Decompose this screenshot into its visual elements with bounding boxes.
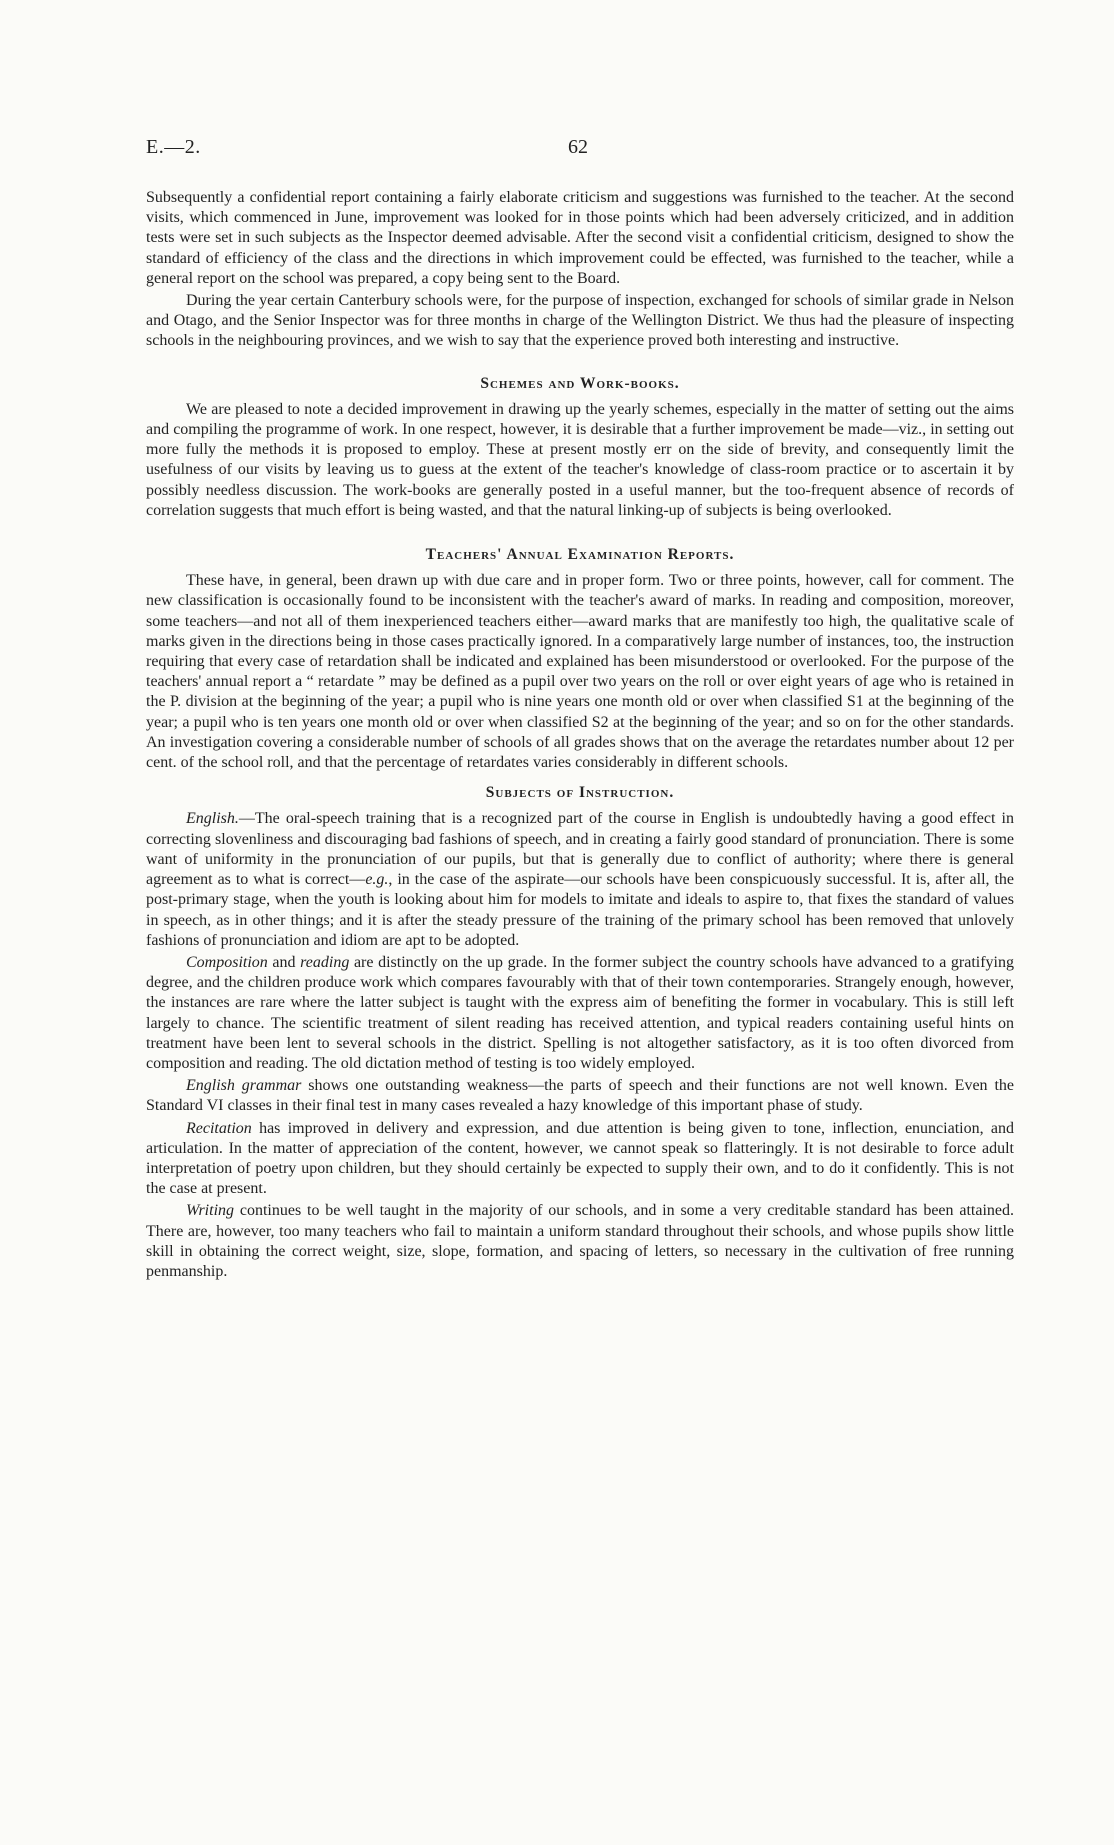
intro-paragraph-2: During the year certain Canterbury schools were, for the purpose of inspection, exchanged for schools of similar grade in Nelson and Otago, and the Senior Inspector was for three months in charge of the Wellington District. We thus had the pleasure of inspecting schools in the neighbouring provinces, and we wish to say that the experience proved both interesting and instructive. [146, 292, 1014, 350]
page-body [146, 188, 1014, 1282]
page-number: 62 [568, 136, 588, 158]
reports-heading: Teachers' Annual Examination Reports. [425, 546, 735, 564]
english-paragraph [146, 809, 1014, 950]
recitation-paragraph [146, 1119, 1014, 1200]
page-header [146, 136, 1014, 166]
schemes-paragraph: We are pleased to note a decided improvement in drawing up the yearly schemes, especially in the matter of setting out the aims and compiling the programme of work. In one respect, however, it is desirable that a further improvement be made—viz., in setting out more fully the methods it is proposed to employ. These at present mostly err on the side of brevity, and consequently limit the usefulness of our visits by leaving us to guess at the extent of the teacher's knowledge of class-room practice or to ascertain it by possibly needless discussion. The work-books are generally posted in a useful manner, but the too-frequent absence of records of correlation suggests that much effort is being wasted, and that the natural linking-up of subjects is being overlooked. [146, 400, 1014, 519]
document-reference: E.—2. [146, 136, 201, 158]
composition-paragraph [146, 953, 1014, 1074]
recitation-text: has improved in delivery and expression, and due attention is being given to tone, inflection, enunciation, and articulation. In the matter of appreciation of the content, however, we cannot speak so flatteringly. It is not desirable to force adult interpretation of poetry upon children, but they should certainly be expected to supply their own, and to do it confidently. This is not the case at present. [146, 1119, 1014, 1198]
composition-and: and [267, 953, 301, 971]
grammar-lead: English grammar [186, 1077, 302, 1095]
english-lead: English. [186, 810, 239, 828]
writing-lead: Writing [186, 1202, 235, 1220]
writing-paragraph [146, 1201, 1014, 1282]
grammar-paragraph [146, 1076, 1014, 1116]
grammar-text: shows one outstanding weakness—the parts of speech and their functions are not well known. Even the Standard VI classes in their final test in many cases revealed a hazy knowledge of this important phase of study. [146, 1077, 1015, 1115]
reports-paragraph: These have, in general, been drawn up with due care and in proper form. Two or three points, however, call for comment. The new classification is occasionally found to be inconsistent with the teacher's award of marks. In reading and composition, moreover, some teachers—and not all of them inexperienced teachers either—award marks that are manifestly too high, the qualitative scale of marks given in the directions being in those cases practically ignored. In a comparatively large number of instances, too, the instruction requiring that every case of retardation shall be indicated and explained has been misunderstood or overlooked. For the purpose of the teachers' annual report a “ retardate ” may be defined as a pupil over two years on the roll or over eight years of age who is retained in the P. division at the beginning of the year; a pupil who is nine years one month old or over when classified S1 at the beginning of the year; a pupil who is ten years one month old or over when classified S2 at the beginning of the year; and so on for the other standards. An investigation covering a considerable number of schools of all grades shows that on the average the retardates number about 12 per cent. of the school roll, and that the percentage of retardates varies considerably in different schools. [146, 572, 1014, 772]
composition-text: are distinctly on the up grade. In the former subject the country schools have advanced to a gratifying degree, and the children produce work which compares favourably with that of their town contemporaries. Strangely enough, however, the instances are rare where the latter subject is taught with the express aim of benefiting the former in vocabulary. This is still left largely to chance. The scientific treatment of silent reading has received attention, and typical readers containing useful hints on treatment have been lent to several schools in the district. Spelling is not altogether satisfactory, as it is too often divorced from composition and reading. The old dictation method of testing is too widely employed. [146, 953, 1014, 1072]
writing-text: continues to be well taught in the majority of our schools, and in some a very creditable standard has been attained. There are, however, too many teachers who fail to maintain a uniform standard throughout their schools, and whose pupils show little skill in obtaining the correct weight, size, slope, formation, and spacing of letters, so necessary in the cultivation of free running penmanship. [146, 1202, 1014, 1280]
english-text-2: , in the case of the aspirate—our schools have been conspicuously successful. It is, after all, the post-primary stage, when the youth is looking about him for models to imitate and ideals to aspire to, that fixes the standard of values in speech, as in other things; and it is after the steady pressure of the training of the primary school has been removed that unlovely fashions of pronunciation and idiom are apt to be adopted. [146, 871, 1015, 949]
reading-lead: reading [300, 953, 350, 971]
intro-paragraph-1: Subsequently a confidential report containing a fairly elaborate criticism and suggestions was furnished to the teacher. At the second visits, which commenced in June, improvement was looked for in those points which had been adversely criticized, and in addition tests were set in such subjects as the Inspector deemed advisable. After the second visit a confidential criticism, designed to show the standard of efficiency of the class and the directions in which improvement could be effected, was furnished to the teacher, while a general report on the school was prepared, a copy being sent to the Board. [146, 189, 1014, 287]
subjects-heading: Subjects of Instruction. [485, 784, 675, 802]
english-eg: e.g. [365, 871, 389, 889]
composition-lead: Composition [186, 953, 268, 971]
recitation-lead: Recitation [186, 1119, 252, 1137]
schemes-heading: Schemes and Work-books. [480, 374, 680, 392]
english-text: —The oral-speech training that is a recognized part of the course in English is undoubtedly having a good effect in correcting slovenliness and discouraging bad fashions of speech, and in creating a fairly good standard of pronunciation. There is some want of uniformity in the pronunciation of our pupils, but that is generally due to conflict of authority; where there is general agreement as to what is correct— [146, 810, 1014, 889]
